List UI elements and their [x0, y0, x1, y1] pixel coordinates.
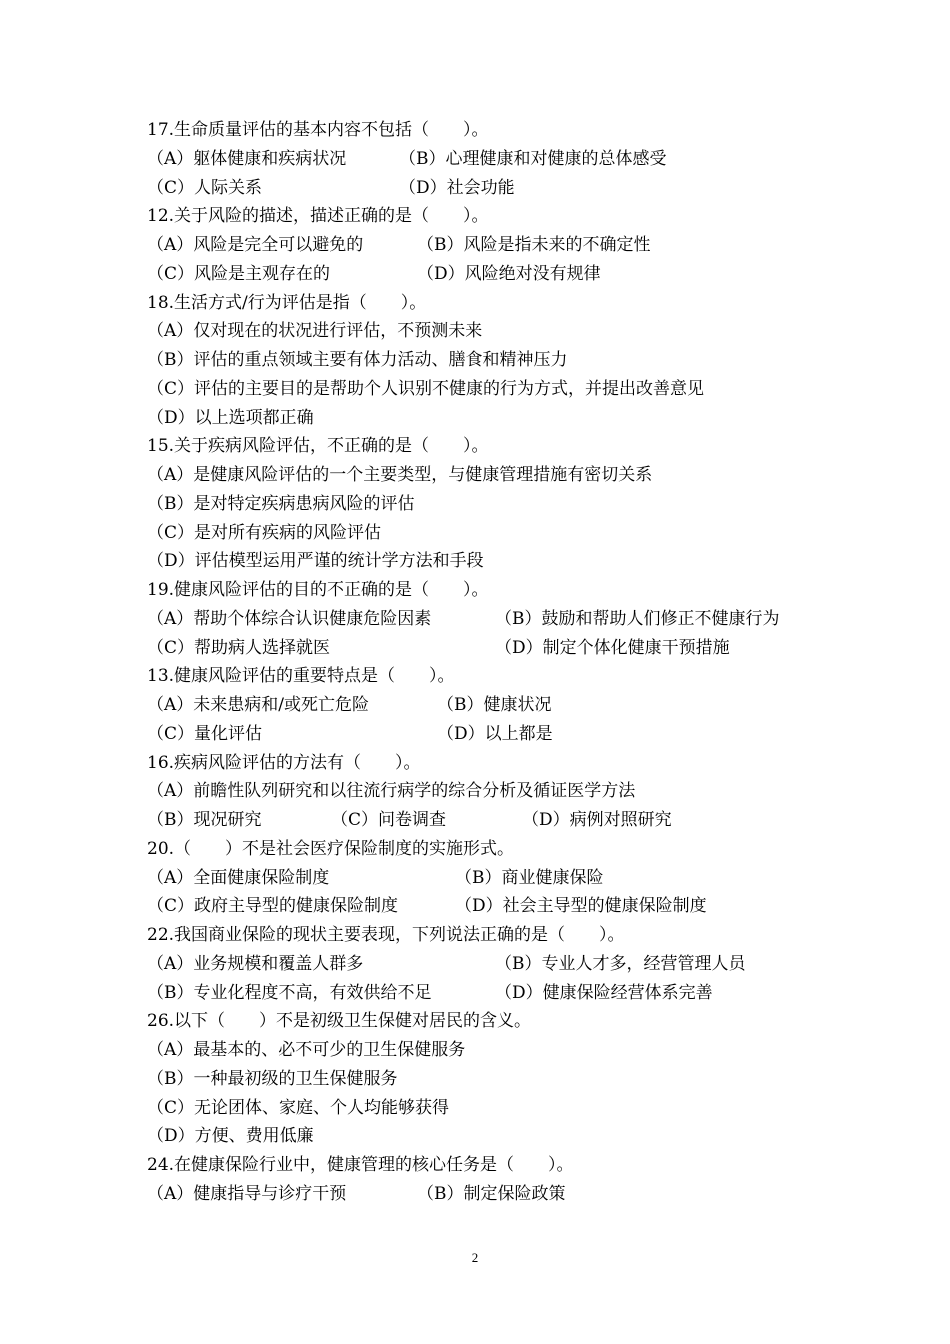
- answer-option: （B）专业人才多，经营管理人员: [495, 953, 746, 974]
- option-row: [147, 260, 847, 289]
- answer-option: （A）全面健康保险制度: [147, 867, 330, 888]
- option-row: [147, 461, 847, 490]
- answer-option: （C）评估的主要目的是帮助个人识别不健康的行为方式，并提出改善意见: [147, 378, 705, 399]
- question-stem: 17.生命质量评估的基本内容不包括（ ）。: [147, 120, 489, 140]
- option-row: [147, 231, 847, 260]
- option-row: [147, 490, 847, 519]
- answer-option: （A）未来患病和/或死亡危险: [147, 695, 370, 715]
- answer-option: （D）社会功能: [399, 177, 515, 198]
- answer-option: （C）政府主导型的健康保险制度: [147, 896, 399, 917]
- question-stem: 24.在健康保险行业中，健康管理的核心任务是（ ）。: [147, 1155, 574, 1175]
- answer-option: （C）是对所有疾病的风险评估: [147, 522, 382, 543]
- answer-option: （C）问卷调查: [331, 810, 447, 830]
- option-row: [147, 346, 847, 375]
- answer-option: （D）方便、费用低廉: [147, 1126, 314, 1147]
- question-list: [147, 116, 847, 1209]
- option-row: [147, 892, 847, 921]
- question-stem: 19.健康风险评估的目的不正确的是（ ）。: [147, 580, 489, 600]
- option-row: [147, 634, 847, 663]
- option-row: [147, 950, 847, 979]
- answer-option: （B）现况研究: [147, 810, 262, 830]
- answer-option: （B）心理健康和对健康的总体感受: [399, 148, 667, 169]
- answer-option: （A）帮助个体综合认识健康危险因素: [147, 608, 432, 629]
- answer-option: （B）健康状况: [437, 695, 552, 715]
- page-number: 2: [471, 1250, 479, 1265]
- answer-option: （D）风险绝对没有规律: [417, 263, 601, 284]
- answer-option: （A）风险是完全可以避免的: [147, 235, 364, 255]
- option-row: [147, 404, 847, 433]
- option-row: [147, 605, 847, 634]
- question-stem: 26.以下（ ）不是初级卫生保健对居民的含义。: [147, 1011, 532, 1032]
- answer-option: （D）病例对照研究: [522, 810, 672, 830]
- question-stem: 15.关于疾病风险评估，不正确的是（ ）。: [147, 436, 489, 457]
- answer-option: （B）评估的重点领域主要有体力活动、膳食和精神压力: [147, 350, 568, 370]
- answer-option: （B）风险是指未来的不确定性: [417, 235, 651, 255]
- answer-option: （C）无论团体、家庭、个人均能够获得: [147, 1097, 450, 1118]
- answer-option: （A）健康指导与诊疗干预: [147, 1183, 347, 1204]
- option-row: [147, 720, 847, 749]
- answer-option: （B）制定保险政策: [417, 1183, 566, 1204]
- option-row: [147, 375, 847, 404]
- answer-option: （D）以上选项都正确: [147, 407, 314, 428]
- option-row: [147, 1122, 847, 1151]
- answer-option: （B）鼓励和帮助人们修正不健康行为: [495, 608, 780, 629]
- answer-option: （B）商业健康保险: [455, 867, 604, 888]
- answer-option: （A）最基本的、必不可少的卫生保健服务: [147, 1040, 466, 1060]
- option-row: [147, 1180, 847, 1209]
- answer-option: （D）健康保险经营体系完善: [495, 982, 713, 1003]
- answer-option: （B）是对特定疾病患病风险的评估: [147, 493, 415, 514]
- answer-option: （A）前瞻性队列研究和以往流行病学的综合分析及循证医学方法: [147, 781, 636, 802]
- option-row: [147, 547, 847, 576]
- answer-option: （C）量化评估: [147, 723, 263, 744]
- question-stem: 18.生活方式/行为评估是指（ ）。: [147, 292, 427, 313]
- answer-option: （A）业务规模和覆盖人群多: [147, 953, 364, 974]
- option-row: [147, 691, 847, 720]
- answer-option: （C）风险是主观存在的: [147, 263, 331, 284]
- question-stem: 13.健康风险评估的重要特点是（ ）。: [147, 666, 455, 687]
- answer-option: （D）以上都是: [437, 723, 553, 744]
- question-stem: 12.关于风险的描述，描述正确的是（ ）。: [147, 206, 489, 227]
- option-row: [147, 317, 847, 346]
- option-row: [147, 1036, 847, 1065]
- option-row: [147, 806, 847, 835]
- answer-option: （D）评估模型运用严谨的统计学方法和手段: [147, 551, 484, 572]
- question-stem: 16.疾病风险评估的方法有（ ）。: [147, 752, 421, 773]
- option-row: [147, 1094, 847, 1123]
- answer-option: （A）躯体健康和疾病状况: [147, 148, 347, 169]
- option-row: [147, 145, 847, 174]
- answer-option: （A）仅对现在的状况进行评估，不预测未来: [147, 321, 483, 342]
- answer-option: （A）是健康风险评估的一个主要类型，与健康管理措施有密切关系: [147, 465, 653, 485]
- answer-option: （C）帮助病人选择就医: [147, 637, 331, 658]
- answer-option: （B）一种最初级的卫生保健服务: [147, 1068, 398, 1089]
- option-row: [147, 519, 847, 548]
- question-stem: 20.（ ）不是社会医疗保险制度的实施形式。: [147, 838, 515, 859]
- answer-option: （C）人际关系: [147, 177, 263, 198]
- answer-option: （D）制定个体化健康干预措施: [495, 637, 730, 658]
- question-stem: 22.我国商业保险的现状主要表现，下列说法正确的是（ ）。: [147, 925, 625, 945]
- option-row: [147, 979, 847, 1008]
- answer-option: （D）社会主导型的健康保险制度: [455, 896, 707, 917]
- option-row: [147, 864, 847, 893]
- option-row: [147, 1065, 847, 1094]
- option-row: [147, 174, 847, 203]
- option-row: [147, 777, 847, 806]
- answer-option: （B）专业化程度不高，有效供给不足: [147, 982, 432, 1003]
